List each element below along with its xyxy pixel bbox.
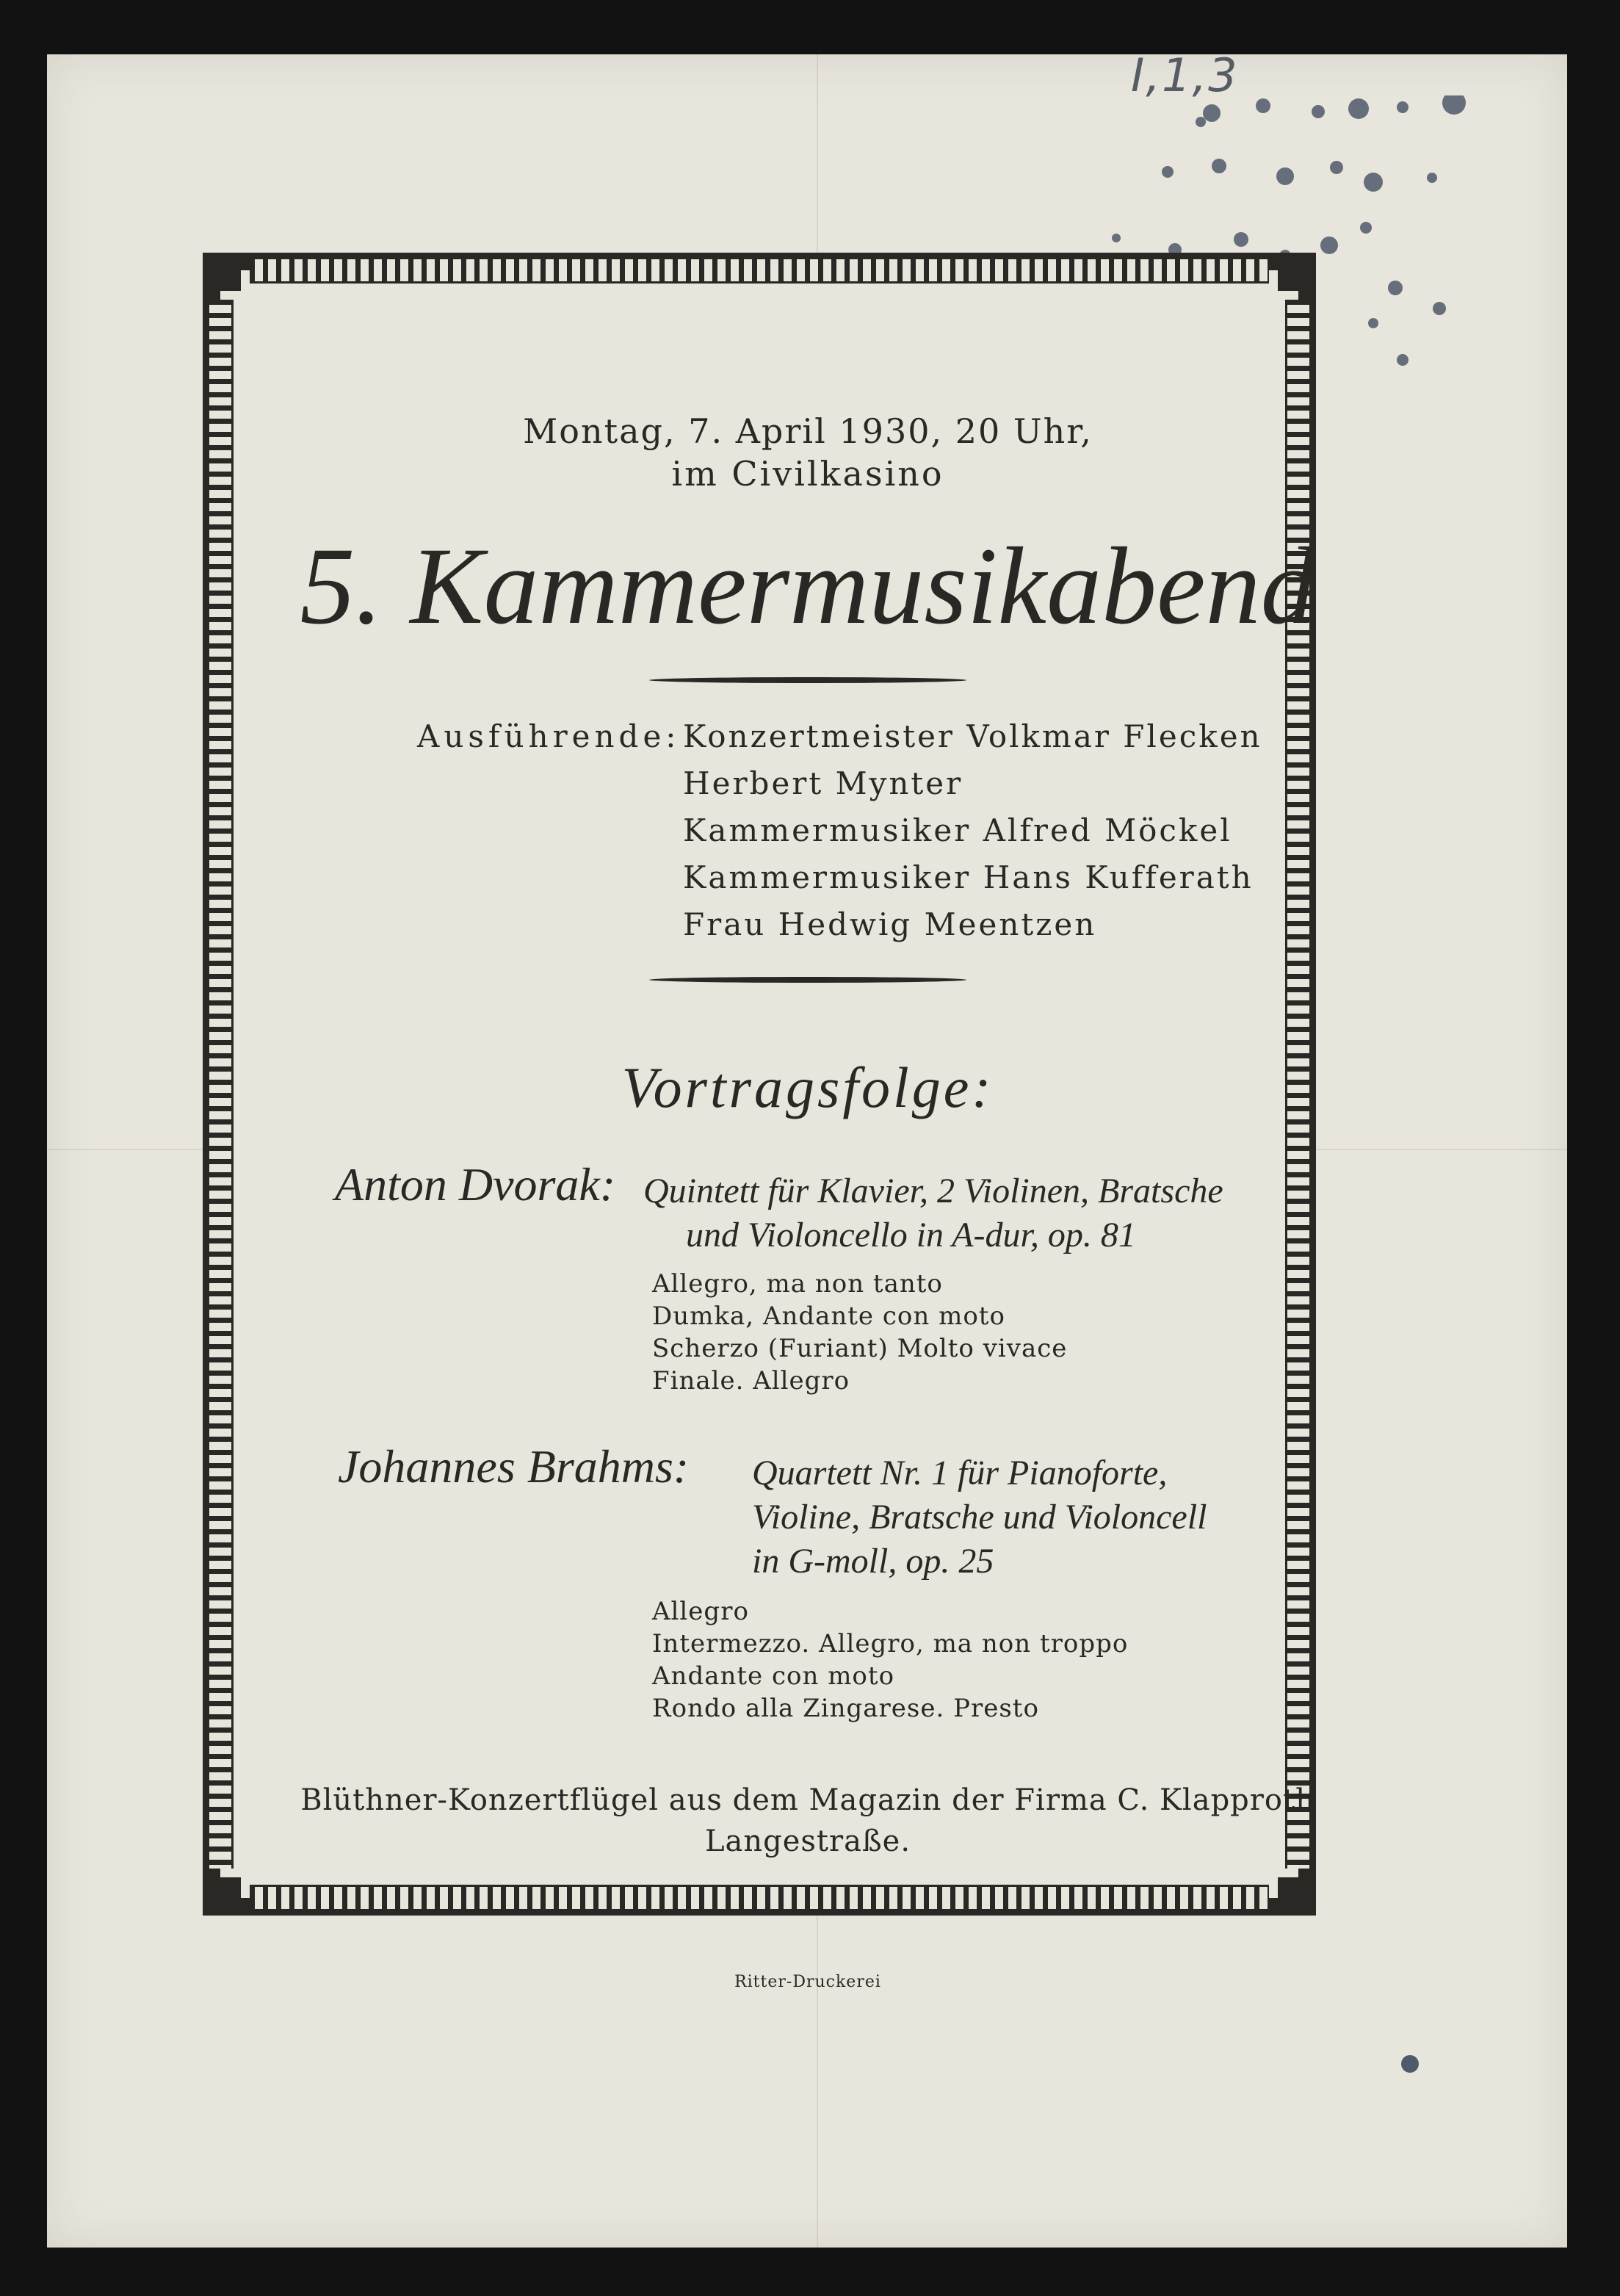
work-title-line: Quartett Nr. 1 für Pianoforte,	[752, 1454, 1168, 1492]
work-title-line: in G-moll, op. 25	[752, 1542, 994, 1581]
archive-mark: I,1,3	[1131, 48, 1239, 102]
piano-credit: Blüthner-Konzertflügel aus dem Magazin der Firma C. Klapproth	[300, 1783, 1315, 1817]
performer-name: Konzertmeister Volkmar Flecken	[683, 718, 1262, 754]
divider	[649, 677, 966, 683]
movement: Andante con moto	[652, 1661, 895, 1691]
program-heading: Vortragsfolge:	[621, 1055, 994, 1119]
movement: Finale. Allegro	[652, 1366, 850, 1396]
work-title-line: und Violoncello in A-dur, op. 81	[686, 1216, 1136, 1255]
performer-name: Kammermusiker Alfred Möckel	[683, 812, 1232, 848]
movement: Allegro	[652, 1597, 749, 1626]
movement: Allegro, ma non tanto	[652, 1269, 943, 1299]
printer-credit: Ritter-Druckerei	[734, 1973, 881, 1991]
venue-line: im Civilkasino	[671, 454, 944, 494]
performer-name: Kammermusiker Hans Kufferath	[683, 859, 1254, 895]
performers-label: Ausführende:	[417, 718, 681, 754]
movement: Rondo alla Zingarese. Presto	[652, 1694, 1039, 1723]
work-title-line: Violine, Bratsche und Violoncell	[752, 1498, 1207, 1537]
page-title: 5. Kammermusikabend	[300, 525, 1316, 647]
piano-credit-street: Langestraße.	[704, 1824, 911, 1858]
movement: Scherzo (Furiant) Molto vivace	[652, 1334, 1068, 1363]
movement: Dumka, Andante con moto	[652, 1302, 1005, 1331]
work-title-line: Quintett für Klavier, 2 Violinen, Bratsche	[643, 1172, 1223, 1210]
performer-name: Herbert Mynter	[683, 765, 963, 801]
performer-name: Frau Hedwig Meentzen	[683, 906, 1097, 942]
movement: Intermezzo. Allegro, ma non troppo	[652, 1629, 1129, 1658]
date-line: Montag, 7. April 1930, 20 Uhr,	[523, 411, 1093, 451]
divider	[649, 977, 966, 983]
composer-name: Johannes Brahms:	[338, 1440, 690, 1492]
composer-name: Anton Dvorak:	[335, 1158, 616, 1210]
